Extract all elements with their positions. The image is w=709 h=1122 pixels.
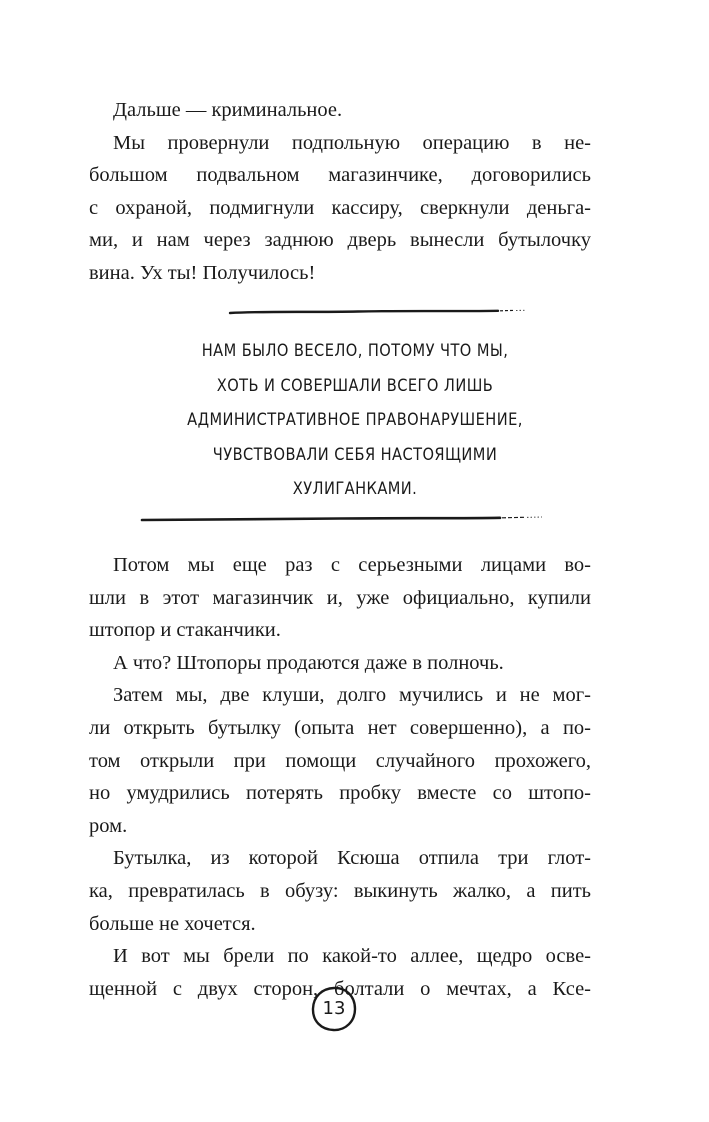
text-line: но умудрились потерять пробку вместе со штопо-: [89, 782, 591, 805]
quote-rule-bottom: [140, 512, 545, 526]
quote-line: ХУЛИГАНКАМИ.: [292, 479, 418, 499]
quote-line: ХОТЬ И СОВЕРШАЛИ ВСЕГО ЛИШЬ: [216, 375, 494, 396]
text-line: ка, превратилась в обузу: выкинуть жалко, а пить: [89, 879, 591, 902]
text-line: Бутылка, из которой Ксюша отпила три глот-: [113, 847, 591, 870]
text-line: том открыли при помощи случайного прохожего,: [89, 749, 591, 772]
quote-line: АДМИНИСТРАТИВНОЕ ПРАВОНАРУШЕНИЕ,: [187, 410, 523, 430]
text-line: Дальше — криминальное.: [113, 99, 343, 121]
quote-line: ЧУВСТВОВАЛИ СЕБЯ НАСТОЯЩИМИ: [212, 444, 498, 465]
text-line: Мы провернули подпольную операцию в не-: [113, 131, 591, 154]
text-line: больше не хочется.: [89, 912, 256, 935]
quote-line: НАМ БЫЛО ВЕСЕЛО, ПОТОМУ ЧТО МЫ,: [201, 341, 509, 361]
text-line: шли в этот магазинчик и, уже официально, купили: [89, 586, 591, 609]
text-line: щенной с двух сторон, болтали о мечтах, а Ксе-: [89, 977, 591, 1000]
text-line: Затем мы, две клуши, долго мучились и не мог-: [113, 684, 591, 707]
text-line: ли открыть бутылку (опыта нет совершенно), а по-: [89, 716, 591, 739]
text-line: ром.: [89, 814, 128, 837]
page-number-text: 13: [322, 998, 346, 1019]
bottom-text-block: [89, 549, 591, 1005]
text-line: вина. Ух ты! Получилось!: [89, 261, 316, 284]
text-line: А что? Штопоры продаются даже в полночь.: [113, 651, 504, 674]
text-line: с охраной, подмигнули кассиру, сверкнули деньга-: [89, 196, 591, 219]
top-text-block: [89, 94, 591, 290]
quote-rule-top: [228, 305, 528, 319]
text-line: Потом мы еще раз с серьезными лицами во-: [113, 554, 591, 576]
text-line: штопор и стаканчики.: [89, 619, 281, 642]
text-line: И вот мы брели по какой-то аллее, щедро осве-: [113, 945, 591, 968]
text-line: ми, и нам через заднюю дверь вынесли бутылочку: [89, 229, 591, 252]
pull-quote: [153, 334, 557, 507]
page-number: [309, 984, 359, 1034]
text-line: большом подвальном магазинчике, договорились: [89, 164, 591, 187]
